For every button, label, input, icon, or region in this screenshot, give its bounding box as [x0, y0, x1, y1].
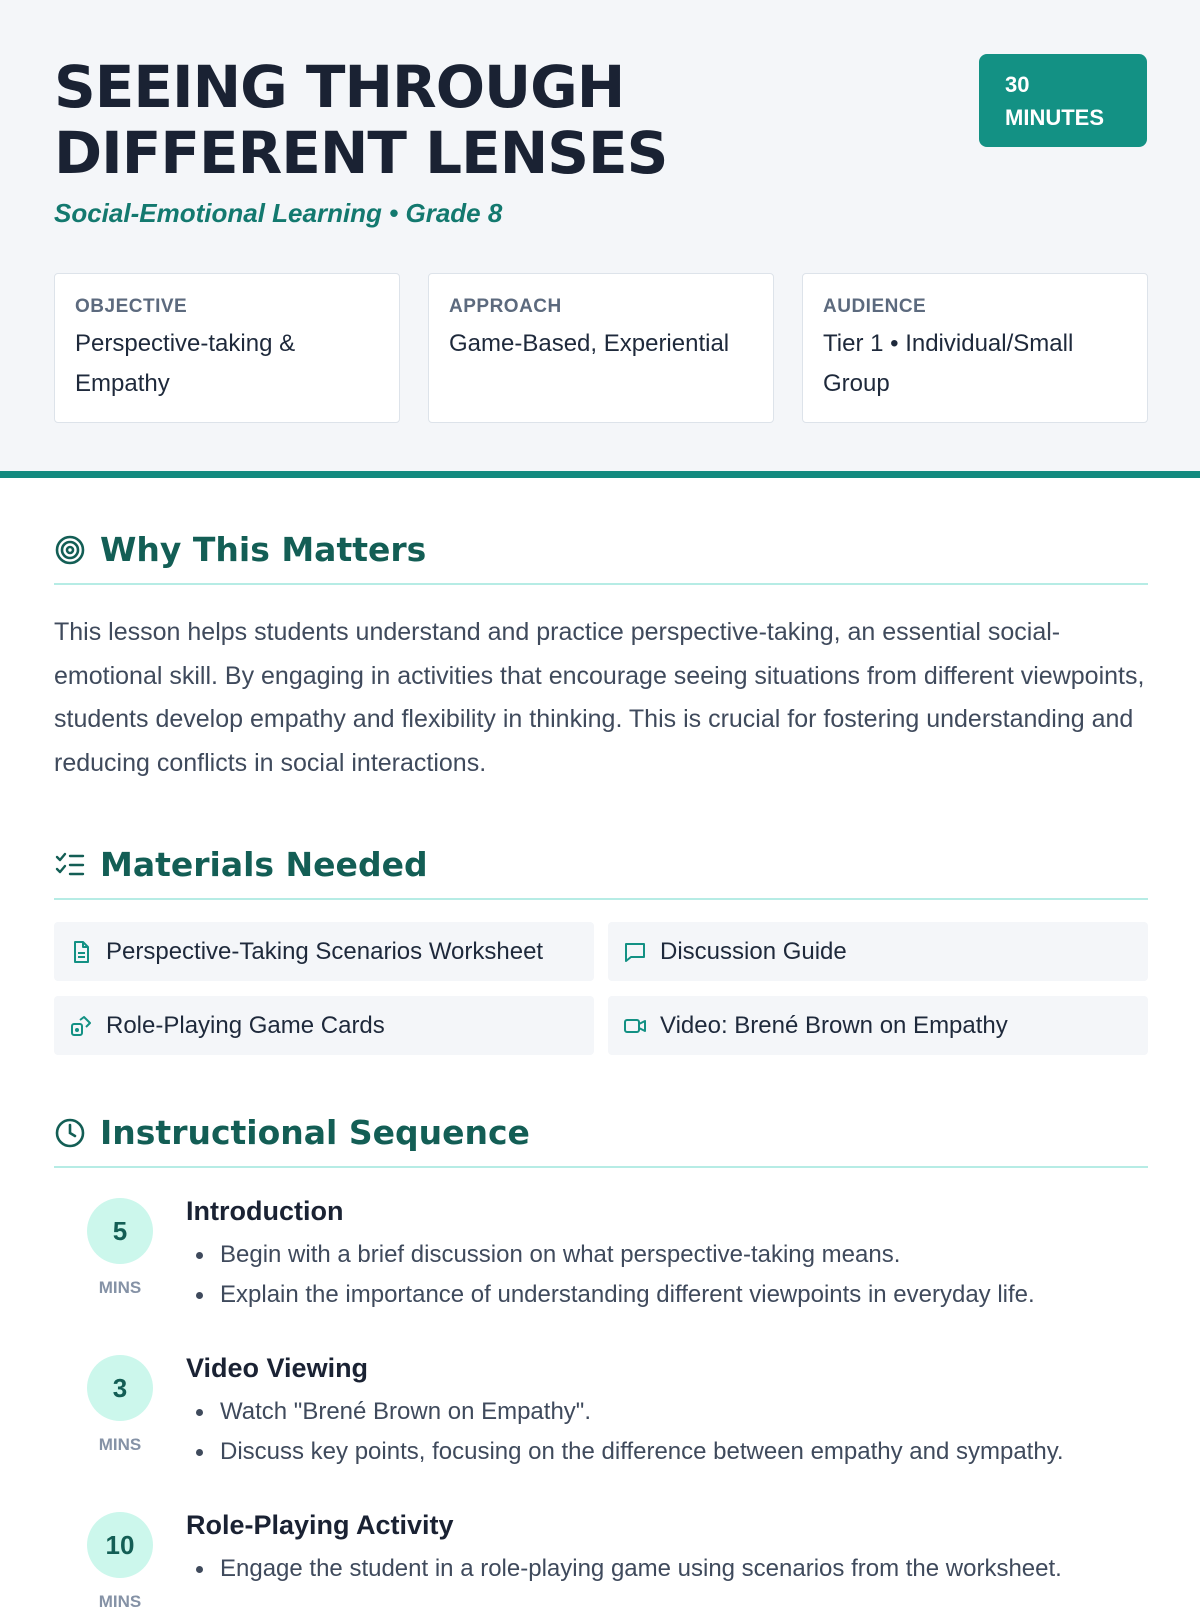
bullet-item: Watch "Brené Brown on Empathy".: [186, 1392, 1148, 1432]
step-body: [186, 1353, 1148, 1472]
material-label: Perspective-Taking Scenarios Worksheet: [106, 937, 544, 965]
page-title: SEEING THROUGH DIFFERENT LENSES: [54, 53, 668, 187]
minutes-unit: MINS: [98, 1278, 142, 1297]
materials-section: [54, 845, 1148, 1055]
bullet-item: Engage the student in a role-playing game using scenarios from the worksheet.: [186, 1549, 1148, 1589]
audience-card: [802, 273, 1148, 423]
material-item: [54, 922, 594, 981]
section-header: [54, 530, 1148, 585]
cards-icon: [68, 1013, 94, 1039]
step-item: [54, 1196, 1148, 1315]
bullet-item: Begin with a brief discussion on what perspective-taking means.: [186, 1235, 1148, 1275]
section-header: [54, 845, 1148, 900]
minutes-unit: MINS: [98, 1435, 142, 1454]
step-body: [186, 1510, 1148, 1612]
material-label: Video: Brené Brown on Empathy: [660, 1011, 1008, 1039]
lesson-header: [0, 0, 1200, 478]
minutes-badge: 10: [87, 1512, 153, 1578]
step-time: [54, 1510, 186, 1612]
minutes-badge: 3: [87, 1355, 153, 1421]
step-item: [54, 1510, 1148, 1612]
step-item: [54, 1353, 1148, 1472]
why-body: This lesson helps students understand and practice perspective-taking, an essential social-emotional skill. By engaging in activities that encourage seeing situations from different viewpoints, students develop empathy and flexibility in thinking. This is crucial for fostering understanding and reducing conflicts in social interactions.: [54, 618, 1145, 777]
card-value: Perspective-taking & Empathy: [75, 330, 296, 397]
info-cards: [54, 273, 1148, 423]
section-title: Why This Matters: [100, 530, 427, 569]
objective-card: [54, 273, 400, 423]
step-time: [54, 1353, 186, 1472]
chat-icon: [622, 939, 648, 965]
clock-icon: [54, 1117, 86, 1149]
material-item: [608, 996, 1148, 1055]
card-label: OBJECTIVE: [75, 296, 188, 317]
materials-list: [54, 922, 1148, 1055]
material-label: Discussion Guide: [660, 937, 847, 965]
target-icon: [54, 534, 86, 566]
section-header: [54, 1113, 1148, 1168]
step-body: [186, 1196, 1148, 1315]
document-icon: [68, 939, 94, 965]
card-value: Game-Based, Experiential: [449, 330, 730, 357]
card-label: AUDIENCE: [823, 296, 927, 317]
duration-badge: 30 MINUTES: [979, 54, 1147, 147]
approach-card: [428, 273, 774, 423]
video-icon: [622, 1013, 648, 1039]
step-bullets: [186, 1549, 1148, 1589]
why-section: [54, 530, 1148, 785]
material-label: Role-Playing Game Cards: [106, 1011, 385, 1039]
checklist-icon: [54, 849, 86, 881]
section-title: Instructional Sequence: [100, 1113, 530, 1152]
step-list: [54, 1196, 1148, 1612]
step-time: [54, 1196, 186, 1315]
material-item: [54, 996, 594, 1055]
step-title: Video Viewing: [186, 1353, 369, 1383]
card-label: APPROACH: [449, 296, 562, 317]
minutes-unit: MINS: [98, 1592, 142, 1611]
section-title: Materials Needed: [100, 845, 428, 884]
step-title: Introduction: [186, 1196, 344, 1226]
sequence-section: [54, 1113, 1148, 1612]
card-value: Tier 1 • Individual/Small Group: [823, 330, 1074, 397]
minutes-badge: 5: [87, 1198, 153, 1264]
main-content: [0, 530, 1200, 1612]
step-title: Role-Playing Activity: [186, 1510, 454, 1540]
bullet-item: Discuss key points, focusing on the difference between empathy and sympathy.: [186, 1432, 1148, 1472]
bullet-item: Explain the importance of understanding different viewpoints in everyday life.: [186, 1275, 1148, 1315]
step-bullets: [186, 1392, 1148, 1472]
material-item: [608, 922, 1148, 981]
step-bullets: [186, 1235, 1148, 1315]
subtitle: Social-Emotional Learning • Grade 8: [54, 198, 503, 228]
